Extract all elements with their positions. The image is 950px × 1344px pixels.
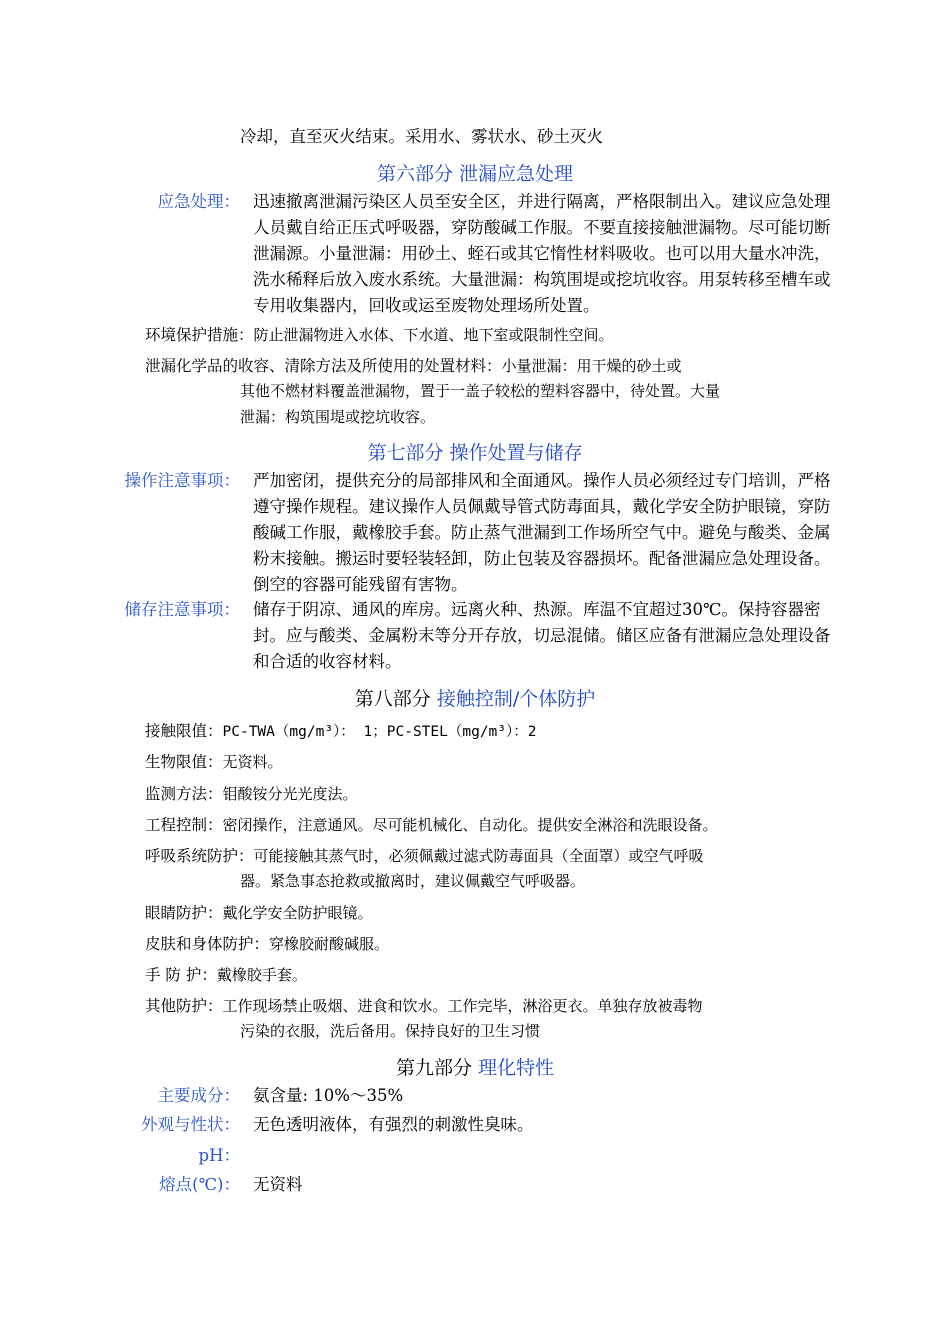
appearance-label: 外观与性状： bbox=[141, 1115, 240, 1134]
emergency-line: 泄漏源。小量泄漏：用砂土、蛭石或其它惰性材料吸收。也可以用大量水冲洗， bbox=[253, 244, 831, 263]
melting-point-value: 无资料 bbox=[253, 1175, 303, 1194]
skin-protection-value: 穿橡胶耐酸碱服。 bbox=[269, 935, 390, 953]
handling-text bbox=[253, 468, 831, 598]
exposure-limit-row bbox=[145, 718, 537, 744]
emergency-text bbox=[253, 189, 831, 319]
hand-protection-row bbox=[145, 962, 307, 988]
storage-text bbox=[253, 597, 831, 675]
section8-heading-title: 接触控制/个体防护 bbox=[436, 688, 596, 710]
hand-protection-label: 手 防 护： bbox=[145, 966, 217, 984]
storage-line: 封。应与酸类、金属粉末等分开存放，切忌混储。储区应备有泄漏应急处理设备 bbox=[253, 626, 831, 645]
section8-heading-number: 第八部分 bbox=[354, 688, 431, 710]
engineering-control-row bbox=[145, 812, 718, 838]
containment-line: 其他不燃材料覆盖泄漏物，置于一盖子较松的塑料容器中，待处置。大量 bbox=[240, 382, 721, 400]
main-component-value: 氨含量: 10%～35% bbox=[253, 1086, 404, 1105]
respiratory-second-line: 器。紧急事态抢救或撤离时，建议佩戴空气呼吸器。 bbox=[240, 872, 586, 890]
section5-tail-text: 冷却，直至灭火结束。采用水、雾状水、砂土灭火 bbox=[240, 127, 603, 146]
section9-heading bbox=[0, 1055, 950, 1081]
melting-point-label: 熔点(℃)： bbox=[159, 1175, 240, 1194]
exposure-limit-value: PC-TWA（mg/m³）： 1；PC-STEL（mg/m³）：2 bbox=[222, 724, 537, 740]
section8-heading bbox=[0, 686, 950, 712]
handling-label: 操作注意事项： bbox=[124, 471, 240, 490]
other-protection-row bbox=[145, 993, 703, 1019]
engineering-control-value: 密闭操作，注意通风。尽可能机械化、自动化。提供安全淋浴和洗眼设备。 bbox=[222, 816, 718, 834]
storage-line: 储存于阴凉、通风的库房。远离火种、热源。库温不宜超过30℃。保持容器密 bbox=[253, 600, 821, 619]
emergency-line: 迅速撤离泄漏污染区人员至安全区，并进行隔离，严格限制出入。建议应急处理 bbox=[253, 192, 831, 211]
containment-label: 泄漏化学品的收容、清除方法及所使用的处置材料： bbox=[145, 357, 502, 375]
handling-line: 粉末接触。搬运时要轻装轻卸，防止包装及容器损坏。配备泄漏应急处理设备。 bbox=[253, 549, 831, 568]
handling-line: 酸碱工作服，戴橡胶手套。防止蒸气泄漏到工作场所空气中。避免与酸类、金属 bbox=[253, 523, 831, 542]
eye-protection-row bbox=[145, 900, 373, 926]
skin-protection-label: 皮肤和身体防护： bbox=[145, 935, 270, 953]
monitoring-value: 钼酸铵分光光度法。 bbox=[222, 785, 358, 803]
ph-label: pH： bbox=[198, 1146, 240, 1165]
other-protection-first-line: 工作现场禁止吸烟、进食和饮水。工作完毕，淋浴更衣。单独存放被毒物 bbox=[222, 997, 703, 1015]
section6-heading: 第六部分 泄漏应急处理 bbox=[376, 163, 574, 185]
env-protection-label: 环境保护措施： bbox=[145, 326, 254, 344]
storage-label: 储存注意事项： bbox=[124, 600, 240, 619]
storage-line: 和合适的收容材料。 bbox=[253, 652, 402, 671]
emergency-line: 洗水稀释后放入废水系统。大量泄漏：构筑围堤或挖坑收容。用泵转移至槽车或 bbox=[253, 270, 831, 289]
bio-limit-value: 无资料。 bbox=[222, 753, 283, 771]
section9-heading-number: 第九部分 bbox=[395, 1057, 472, 1079]
eye-protection-label: 眼睛防护： bbox=[145, 904, 223, 922]
other-protection-label: 其他防护： bbox=[145, 997, 223, 1015]
handling-line: 遵守操作规程。建议操作人员佩戴导管式防毒面具，戴化学安全防护眼镜，穿防 bbox=[253, 497, 831, 516]
respiratory-label: 呼吸系统防护： bbox=[145, 847, 254, 865]
emergency-label: 应急处理： bbox=[157, 192, 240, 211]
eye-protection-value: 戴化学安全防护眼镜。 bbox=[222, 904, 373, 922]
section7-heading: 第七部分 操作处置与储存 bbox=[367, 442, 583, 464]
emergency-line: 人员戴自给正压式呼吸器，穿防酸碱工作服。不要直接接触泄漏物。尽可能切断 bbox=[253, 218, 831, 237]
containment-row bbox=[145, 353, 682, 379]
containment-first-line: 小量泄漏：用干燥的砂土或 bbox=[501, 357, 682, 375]
containment-text bbox=[240, 378, 720, 430]
env-protection-text: 防止泄漏物进入水体、下水道、地下室或限制性空间。 bbox=[253, 326, 614, 344]
containment-line: 泄漏：构筑围堤或挖坑收容。 bbox=[240, 408, 436, 426]
hand-protection-value: 戴橡胶手套。 bbox=[216, 966, 307, 984]
handling-line: 严加密闭，提供充分的局部排风和全面通风。操作人员必须经过专门培训，严格 bbox=[253, 471, 831, 490]
other-protection-second-line: 污染的衣服，洗后备用。保持良好的卫生习惯 bbox=[240, 1022, 541, 1040]
monitoring-row bbox=[145, 781, 358, 807]
respiratory-first-line: 可能接触其蒸气时，必须佩戴过滤式防毒面具（全面罩）或空气呼吸 bbox=[253, 847, 704, 865]
appearance-value: 无色透明液体，有强烈的刺激性臭味。 bbox=[253, 1115, 534, 1134]
bio-limit-row bbox=[145, 749, 283, 775]
env-protection-row bbox=[145, 322, 614, 348]
engineering-control-label: 工程控制： bbox=[145, 816, 223, 834]
skin-protection-row bbox=[145, 931, 389, 957]
respiratory-row bbox=[145, 843, 704, 869]
main-component-label: 主要成分： bbox=[157, 1086, 240, 1105]
handling-line: 倒空的容器可能残留有害物。 bbox=[253, 575, 468, 594]
emergency-line: 专用收集器内，回收或运至废物处理场所处置。 bbox=[253, 296, 600, 315]
bio-limit-label: 生物限值： bbox=[145, 753, 223, 771]
monitoring-label: 监测方法： bbox=[145, 785, 223, 803]
exposure-limit-label: 接触限值： bbox=[145, 722, 223, 740]
section9-heading-title: 理化特性 bbox=[478, 1057, 555, 1079]
